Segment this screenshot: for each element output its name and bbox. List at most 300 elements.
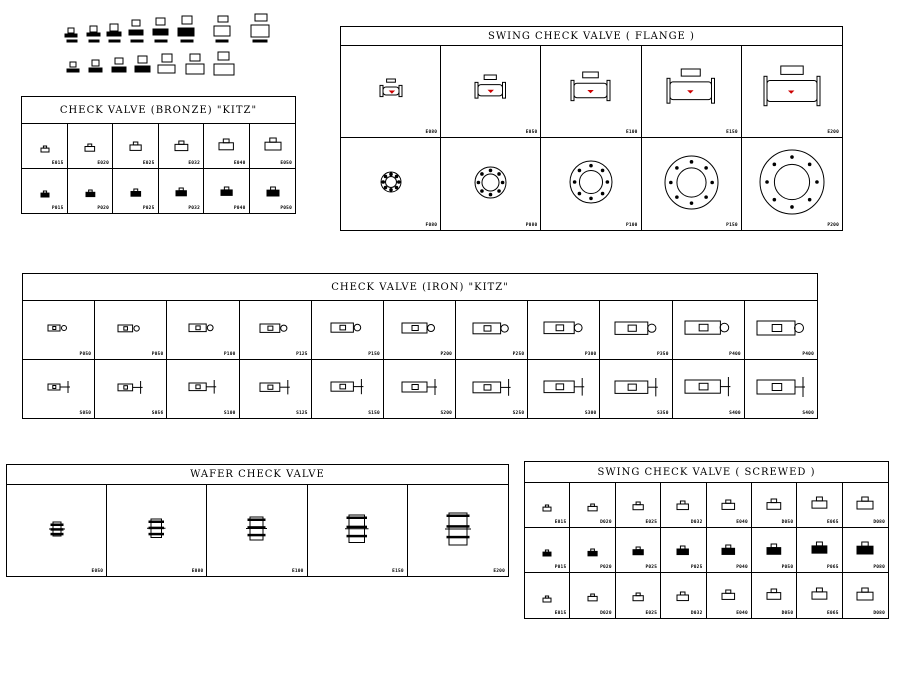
iron-size-code: S050	[79, 411, 92, 416]
iron-valve-drawing	[116, 320, 145, 337]
iron-size-code: P200	[440, 351, 453, 357]
bronze-size-code: E015	[51, 160, 64, 166]
flange-size-code: F080	[425, 223, 438, 228]
wafer-size-code: E080	[191, 569, 204, 574]
wafer-size-code: E150	[392, 569, 404, 574]
bronze-size-code: P040	[233, 206, 246, 211]
bronze-size-code: P025	[142, 206, 155, 211]
iron-size-code: S200	[440, 411, 453, 416]
screwed-cell	[843, 573, 888, 618]
screwed-valve-symbol	[541, 498, 553, 517]
iron-size-code: P050	[79, 351, 92, 357]
screwed-valve-symbol	[675, 587, 690, 606]
iron-size-code: S350	[656, 411, 669, 416]
screwed-size-code: D080	[873, 520, 885, 525]
bronze-valve-drawing	[129, 187, 143, 198]
bronze-valve-symbol	[39, 184, 51, 203]
iron-cell	[240, 360, 312, 419]
iron-valve-symbol	[683, 375, 732, 402]
screwed-size-code: P025	[690, 565, 703, 570]
iron-valve-symbol	[116, 379, 145, 400]
iron-cell	[745, 301, 817, 360]
iron-size-code: S300	[584, 411, 597, 416]
flange-size-code: P100	[625, 223, 638, 228]
screwed-cell	[752, 528, 797, 573]
bronze-valve-symbol	[219, 183, 234, 202]
screwed-valve-drawing	[810, 586, 829, 601]
bronze-valve-symbol	[129, 183, 143, 202]
wafer-valve-drawing	[245, 514, 268, 543]
screwed-valve-drawing	[631, 500, 645, 512]
iron-valve-symbol	[613, 376, 660, 402]
screwed-valve-symbol	[631, 588, 645, 607]
iron-size-code: P400	[802, 351, 814, 357]
bronze-valve-symbol	[83, 138, 97, 157]
iron-cell	[456, 301, 528, 360]
wafer-valve-symbol	[146, 516, 167, 545]
screwed-valve-drawing	[765, 542, 783, 556]
wafer-valve-drawing	[48, 519, 66, 539]
iron-size-code: P100	[223, 351, 236, 357]
screwed-size-code: D032	[690, 611, 703, 616]
bronze-valve-drawing	[39, 189, 51, 199]
iron-cell	[673, 301, 745, 360]
screwed-valve-symbol	[541, 543, 553, 562]
wafer-valve-symbol	[444, 510, 472, 552]
iron-valve-drawing	[400, 377, 439, 397]
loose-valve-symbols	[60, 10, 290, 95]
screwed-cell	[525, 528, 570, 573]
bronze-valve-symbol	[128, 138, 143, 157]
iron-valve-symbol	[755, 375, 807, 403]
screwed-cell	[525, 483, 570, 528]
screwed-size-code: D050	[781, 520, 794, 525]
swing-check-valve-screwed-panel	[524, 461, 889, 619]
bronze-valve-symbol	[265, 183, 281, 202]
flange-valve-drawing	[757, 147, 827, 217]
screwed-valve-symbol	[675, 542, 690, 561]
bronze-size-code: P020	[97, 206, 109, 211]
screwed-size-code: D032	[690, 520, 703, 525]
loose-symbols-drawing	[60, 10, 290, 95]
iron-size-code: P400	[729, 351, 741, 357]
iron-cell	[528, 360, 600, 419]
wafer-valve-symbol	[245, 514, 268, 547]
screwed-valve-symbol	[586, 588, 599, 607]
screwed-size-code: P050	[781, 565, 794, 570]
screwed-cell	[707, 573, 752, 618]
flange-valve-drawing	[663, 67, 719, 113]
bronze-valve-drawing	[128, 140, 143, 152]
flange-valve-symbol	[662, 153, 721, 216]
swing-check-valve-flange-panel	[340, 26, 843, 231]
screwed-panel-title: SWING CHECK VALVE ( SCREWED )	[525, 462, 888, 483]
bronze-size-code: P015	[51, 206, 64, 211]
wafer-cell	[308, 485, 408, 576]
iron-valve-drawing	[329, 318, 365, 337]
screwed-valve-drawing	[855, 586, 875, 602]
iron-cell	[23, 360, 95, 419]
flange-cell	[441, 138, 541, 230]
iron-valve-drawing	[683, 375, 732, 398]
bronze-size-code: E032	[188, 160, 200, 166]
iron-valve-symbol	[755, 316, 807, 344]
screwed-valve-symbol	[765, 586, 783, 605]
screwed-valve-drawing	[631, 591, 645, 603]
wafer-cell	[207, 485, 307, 576]
screwed-valve-drawing	[586, 592, 599, 603]
iron-size-code: S100	[223, 411, 236, 416]
screwed-cell	[616, 528, 661, 573]
flange-valve-symbol	[663, 67, 719, 117]
iron-valve-symbol	[471, 377, 513, 402]
screwed-size-code: E065	[826, 611, 839, 616]
iron-valve-drawing	[613, 376, 660, 398]
bronze-cell	[159, 169, 205, 214]
iron-valve-symbol	[46, 320, 72, 340]
screwed-cell	[797, 573, 842, 618]
screwed-size-code: P020	[600, 565, 612, 570]
bronze-cell	[204, 124, 250, 169]
screwed-cell	[525, 573, 570, 618]
iron-cell	[600, 301, 672, 360]
iron-valve-drawing	[542, 376, 586, 398]
bronze-cell	[22, 124, 68, 169]
bronze-cell	[250, 124, 296, 169]
screwed-valve-symbol	[720, 496, 737, 515]
flange-valve-symbol	[471, 73, 510, 110]
iron-cell	[312, 301, 384, 360]
bronze-valve-symbol	[174, 183, 188, 202]
iron-valve-symbol	[400, 318, 439, 342]
wafer-valve-drawing	[146, 516, 167, 541]
iron-size-code: S400	[802, 411, 814, 416]
wafer-valve-drawing	[444, 510, 472, 548]
screwed-cell	[661, 573, 706, 618]
screwed-valve-drawing	[541, 594, 553, 604]
screwed-grid	[525, 483, 888, 618]
bronze-valve-drawing	[39, 144, 51, 154]
bronze-valve-symbol	[84, 184, 97, 203]
screwed-valve-drawing	[631, 545, 645, 557]
screwed-valve-symbol	[586, 498, 599, 517]
flange-size-code: P200	[827, 223, 839, 228]
iron-valve-drawing	[471, 318, 513, 339]
flange-valve-drawing	[376, 77, 406, 103]
bronze-size-code: E025	[142, 160, 155, 166]
screwed-valve-drawing	[675, 544, 690, 557]
screwed-cell	[707, 483, 752, 528]
bronze-size-code: E020	[97, 160, 109, 166]
bronze-size-code: E040	[233, 160, 246, 166]
iron-size-code: S250	[512, 411, 525, 416]
screwed-valve-symbol	[675, 497, 690, 516]
flange-cell	[541, 138, 641, 230]
flange-valve-drawing	[567, 70, 614, 109]
screwed-valve-symbol	[541, 589, 553, 608]
iron-valve-symbol	[187, 378, 218, 400]
iron-grid	[23, 301, 817, 418]
screwed-cell	[570, 573, 615, 618]
wafer-size-code: E100	[291, 569, 304, 574]
screwed-valve-symbol	[720, 541, 737, 560]
iron-valve-symbol	[187, 319, 218, 341]
flange-cell	[341, 138, 441, 230]
iron-cell	[312, 360, 384, 419]
flange-size-code: E050	[525, 130, 538, 135]
iron-valve-drawing	[46, 379, 72, 395]
iron-valve-drawing	[755, 316, 807, 340]
bronze-valve-drawing	[173, 139, 190, 153]
bronze-valve-drawing	[219, 185, 234, 197]
screwed-cell	[752, 483, 797, 528]
screwed-size-code: D080	[873, 611, 885, 616]
iron-valve-drawing	[329, 377, 365, 396]
bronze-check-valve-panel	[21, 96, 296, 214]
iron-valve-symbol	[258, 319, 292, 341]
flange-valve-symbol	[567, 70, 614, 113]
screwed-valve-drawing	[855, 540, 875, 556]
iron-cell	[167, 301, 239, 360]
iron-valve-symbol	[613, 317, 660, 343]
flange-valve-symbol	[472, 164, 509, 205]
bronze-valve-symbol	[263, 136, 283, 156]
screwed-cell	[661, 528, 706, 573]
screwed-valve-drawing	[586, 502, 599, 513]
bronze-valve-symbol	[217, 137, 235, 156]
flange-cell	[441, 46, 541, 138]
iron-valve-symbol	[400, 377, 439, 401]
screwed-valve-drawing	[541, 548, 553, 558]
screwed-valve-symbol	[586, 543, 599, 562]
screwed-size-code: P040	[736, 565, 748, 570]
screwed-valve-drawing	[675, 590, 690, 603]
flange-size-code: E200	[827, 130, 839, 135]
iron-valve-drawing	[613, 317, 660, 339]
iron-cell	[23, 301, 95, 360]
iron-valve-drawing	[258, 319, 292, 337]
bronze-panel-title: CHECK VALVE (BRONZE) "KITZ"	[22, 97, 295, 124]
flange-size-code: E080	[425, 130, 438, 135]
screwed-valve-symbol	[765, 496, 783, 515]
iron-size-code: S125	[296, 411, 308, 416]
iron-size-code: P350	[656, 351, 669, 357]
flange-valve-symbol	[378, 169, 404, 199]
screwed-valve-symbol	[720, 587, 737, 606]
screwed-cell	[570, 528, 615, 573]
iron-cell	[456, 360, 528, 419]
screwed-cell	[707, 528, 752, 573]
screwed-valve-symbol	[765, 541, 783, 560]
flange-valve-drawing	[471, 73, 510, 106]
bronze-valve-drawing	[217, 137, 235, 152]
screwed-valve-drawing	[720, 543, 737, 556]
screwed-size-code: P015	[554, 565, 567, 570]
screwed-cell	[843, 483, 888, 528]
bronze-cell	[68, 169, 114, 214]
iron-size-code: P150	[368, 351, 380, 357]
flange-cell	[742, 46, 842, 138]
screwed-size-code: E025	[645, 520, 658, 525]
iron-cell	[95, 360, 167, 419]
bronze-valve-drawing	[84, 188, 97, 199]
flange-valve-symbol	[567, 158, 615, 210]
bronze-valve-drawing	[265, 185, 281, 198]
bronze-cell	[159, 124, 205, 169]
screwed-size-code: D050	[781, 611, 794, 616]
screwed-valve-symbol	[855, 540, 875, 560]
screwed-valve-drawing	[810, 495, 829, 510]
iron-valve-symbol	[329, 377, 365, 400]
iron-cell	[600, 360, 672, 419]
iron-panel-title: CHECK VALVE (IRON) "KITZ"	[23, 274, 817, 301]
iron-valve-symbol	[683, 316, 732, 343]
bronze-valve-drawing	[263, 136, 283, 152]
wafer-valve-drawing	[344, 512, 370, 546]
iron-valve-drawing	[542, 317, 586, 339]
flange-valve-drawing	[662, 153, 721, 212]
flange-grid	[341, 46, 842, 230]
iron-valve-drawing	[258, 378, 292, 396]
iron-valve-drawing	[400, 318, 439, 338]
bronze-cell	[113, 124, 159, 169]
screwed-size-code: P080	[873, 565, 885, 570]
bronze-cell	[22, 169, 68, 214]
screwed-size-code: P065	[826, 565, 839, 570]
wafer-grid	[7, 485, 508, 576]
bronze-valve-symbol	[39, 139, 51, 158]
flange-valve-symbol	[376, 77, 406, 107]
iron-valve-drawing	[187, 378, 218, 396]
iron-valve-symbol	[258, 378, 292, 400]
iron-check-valve-panel	[22, 273, 818, 419]
flange-valve-symbol	[757, 147, 827, 221]
screwed-valve-symbol	[855, 495, 875, 515]
bronze-cell	[250, 169, 296, 214]
bronze-valve-symbol	[173, 137, 190, 156]
iron-size-code: P050	[151, 351, 164, 357]
screwed-valve-drawing	[541, 503, 553, 513]
screwed-size-code: E040	[736, 611, 748, 616]
screwed-size-code: E040	[736, 520, 748, 525]
iron-valve-drawing	[471, 377, 513, 398]
iron-valve-symbol	[116, 320, 145, 341]
screwed-cell	[843, 528, 888, 573]
screwed-size-code: P025	[645, 565, 658, 570]
flange-size-code: P080	[525, 223, 538, 228]
iron-size-code: P125	[296, 351, 308, 357]
screwed-cell	[797, 483, 842, 528]
wafer-valve-symbol	[48, 519, 66, 543]
wafer-check-valve-panel	[6, 464, 509, 577]
flange-size-code: P150	[726, 223, 738, 228]
screwed-valve-drawing	[675, 499, 690, 512]
iron-valve-drawing	[46, 320, 72, 336]
iron-valve-drawing	[683, 316, 732, 339]
screwed-valve-symbol	[631, 542, 645, 561]
screwed-size-code: E015	[554, 520, 567, 525]
screwed-valve-drawing	[720, 588, 737, 601]
screwed-cell	[616, 573, 661, 618]
screwed-cell	[570, 483, 615, 528]
iron-valve-drawing	[755, 375, 807, 399]
screwed-cell	[661, 483, 706, 528]
iron-valve-symbol	[329, 318, 365, 341]
iron-size-code: S056	[151, 411, 164, 416]
screwed-size-code: E015	[554, 611, 567, 616]
flange-cell	[742, 138, 842, 230]
iron-valve-symbol	[542, 317, 586, 343]
screwed-valve-symbol	[810, 540, 829, 559]
iron-cell	[745, 360, 817, 419]
bronze-grid	[22, 124, 295, 213]
flange-valve-drawing	[567, 158, 615, 206]
screwed-valve-symbol	[810, 586, 829, 605]
bronze-valve-drawing	[174, 186, 188, 198]
wafer-cell	[107, 485, 207, 576]
bronze-cell	[68, 124, 114, 169]
screwed-valve-symbol	[855, 586, 875, 606]
iron-size-code: S150	[368, 411, 380, 416]
flange-valve-drawing	[472, 164, 509, 201]
wafer-size-code: E200	[493, 569, 505, 574]
screwed-valve-symbol	[631, 497, 645, 516]
screwed-valve-drawing	[720, 498, 737, 511]
wafer-panel-title: WAFER CHECK VALVE	[7, 465, 508, 485]
screwed-valve-drawing	[810, 540, 829, 555]
bronze-size-code: P050	[280, 206, 292, 211]
bronze-size-code: E050	[280, 160, 292, 166]
flange-cell	[341, 46, 441, 138]
flange-size-code: E150	[726, 130, 738, 135]
screwed-valve-drawing	[765, 587, 783, 601]
flange-cell	[541, 46, 641, 138]
iron-cell	[384, 360, 456, 419]
bronze-valve-drawing	[83, 142, 97, 153]
flange-valve-drawing	[760, 64, 824, 116]
flange-valve-symbol	[760, 64, 824, 120]
wafer-size-code: E050	[91, 569, 104, 574]
iron-cell	[95, 301, 167, 360]
iron-valve-symbol	[542, 376, 586, 402]
screwed-size-code: E065	[826, 520, 839, 525]
flange-cell	[642, 138, 742, 230]
screwed-valve-drawing	[586, 547, 599, 558]
iron-cell	[528, 301, 600, 360]
screwed-size-code: D020	[600, 520, 612, 525]
iron-valve-symbol	[471, 318, 513, 343]
iron-valve-symbol	[46, 379, 72, 399]
screwed-valve-symbol	[810, 495, 829, 514]
screwed-valve-drawing	[855, 495, 875, 511]
iron-cell	[167, 360, 239, 419]
screwed-size-code: E025	[645, 611, 658, 616]
wafer-cell	[7, 485, 107, 576]
bronze-size-code: P032	[188, 206, 200, 211]
iron-valve-drawing	[187, 319, 218, 337]
flange-size-code: E100	[625, 130, 638, 135]
iron-cell	[240, 301, 312, 360]
iron-size-code: S400	[729, 411, 741, 416]
screwed-cell	[797, 528, 842, 573]
iron-valve-drawing	[116, 379, 145, 396]
wafer-valve-symbol	[344, 512, 370, 550]
iron-size-code: P250	[512, 351, 525, 357]
screwed-cell	[616, 483, 661, 528]
screwed-size-code: D020	[600, 611, 612, 616]
flange-valve-drawing	[378, 169, 404, 195]
bronze-cell	[204, 169, 250, 214]
